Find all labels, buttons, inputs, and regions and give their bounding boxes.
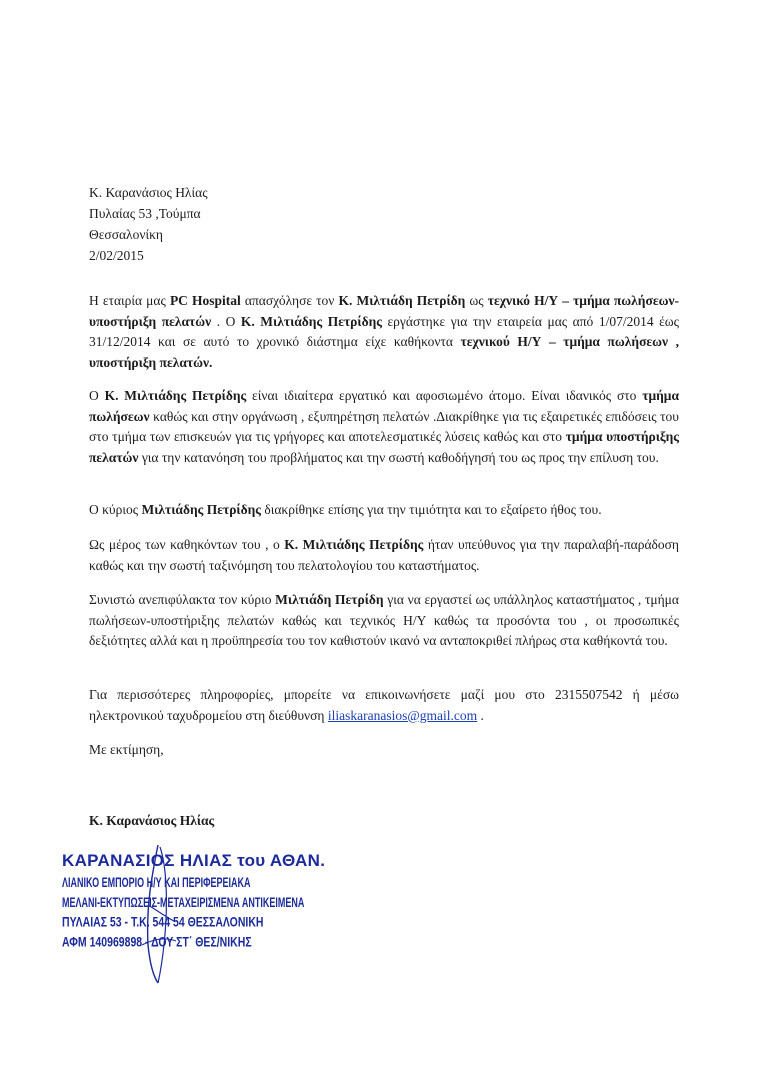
sender-city: Θεσσαλονίκη: [89, 227, 163, 242]
sender-block: [89, 182, 208, 266]
sender-street: Πυλαίας 53 ,Τούμπα: [89, 206, 201, 221]
paragraph-honesty: Ο κύριος Μιλτιάδης Πετρίδης διακρίθηκε επίσης για την τιμιότητα και το εξαίρετο ήθος του.: [89, 502, 602, 517]
company-stamp: [62, 845, 326, 985]
paragraph-contact: Για περισσότερες πληροφορίες, μπορείτε να επικοινωνήσετε μαζί μου στο 2315507542 ή μέσω ηλεκτρονικού ταχυδρομείου στη διεύθυνση iliaskaranasios@gmail.com .: [89, 687, 679, 723]
closing-salutation: Με εκτίμηση,: [89, 742, 164, 757]
paragraph-recommendation: Συνιστώ ανεπιφύλακτα τον κύριο Μιλτιάδη Πετρίδη για να εργαστεί ως υπάλληλος καταστήματος , τμήμα πωλήσεων-υποστήριξης πελατών καθώς και τεχνικός Η/Υ καθώς τα προσόντα του , οι προσωπικές δεξιότητες αλλά και η προϋπηρεσία του τον καθιστούν ικανό να ανταποκριθεί πλήρως στα καθήκοντά του.: [89, 592, 679, 648]
paragraph-duties: Ως μέρος των καθηκόντων του , ο Κ. Μιλτιάδης Πετρίδης ήταν υπεύθυνος για την παραλαβή-παράδοση καθώς και την σωστή ταξινόμηση του πελατολογίου του καταστήματος.: [89, 537, 679, 573]
stamp-line-1: ΚΑΡΑΝΑΣΙΟΣ ΗΛΙΑΣ του ΑΘΑΝ.: [62, 851, 326, 870]
paragraph-employment: Η εταιρία μας PC Hospital απασχόλησε τον Κ. Μιλτιάδη Πετρίδη ως τεχνικό Η/Υ – τμήμα πωλήσεων-υποστήριξη πελατών . Ο Κ. Μιλτιάδης Πετρίδης εργάστηκε για την εταιρεία μας από 1/07/2014 έως 31/12/2014 και σε αυτό το χρονικό διάστημα είχε καθήκοντα τεχνικού Η/Υ – τμήμα πωλήσεων , υποστήριξη πελατών.: [89, 293, 679, 370]
sender-name: Κ. Καρανάσιος Ηλίας: [89, 185, 208, 200]
handwritten-signature: [62, 845, 292, 985]
letter-date: 2/02/2015: [89, 248, 144, 263]
stamp-line-5: ΑΦΜ 140969898 - ΔΟΥ ΣΤ΄ ΘΕΣ/ΝΙΚΗΣ: [62, 935, 252, 951]
stamp-line-2: ΛΙΑΝΙΚΟ ΕΜΠΟΡΙΟ Η/Υ ΚΑΙ ΠΕΡΙΦΕΡΕΙΑΚΑ: [62, 875, 251, 890]
paragraph-qualities: Ο Κ. Μιλτιάδης Πετρίδης είναι ιδιαίτερα εργατικό και αφοσιωμένο άτομο. Είναι ιδανικός στο τμήμα πωλήσεων καθώς και στην οργάνωση , εξυπηρέτηση πελατών .Διακρίθηκε για τις εξαιρετικές επιδόσεις του στο τμήμα των επισκευών για τις γρήγορες και αποτελεσματικές λύσεις καθώς και στο τμήμα υποστήριξης πελατών για την κατανόηση του προβλήματος και την σωστή καθοδήγησή του ως προς την επίλυση του.: [89, 388, 679, 465]
signature-name: Κ. Καρανάσιος Ηλίας: [89, 813, 215, 828]
stamp-line-3: ΜΕΛΑΝΙ-ΕΚΤΥΠΩΣΕΙΣ-ΜΕΤΑΧΕΙΡΙΣΜΕΝΑ ΑΝΤΙΚΕΙΜΕΝΑ: [62, 895, 305, 910]
email-link[interactable]: iliaskaranasios@gmail.com: [327, 707, 478, 723]
stamp-line-4: ΠΥΛΑΙΑΣ 53 - Τ.Κ. 544 54 ΘΕΣΣΑΛΟΝΙΚΗ: [62, 915, 264, 931]
